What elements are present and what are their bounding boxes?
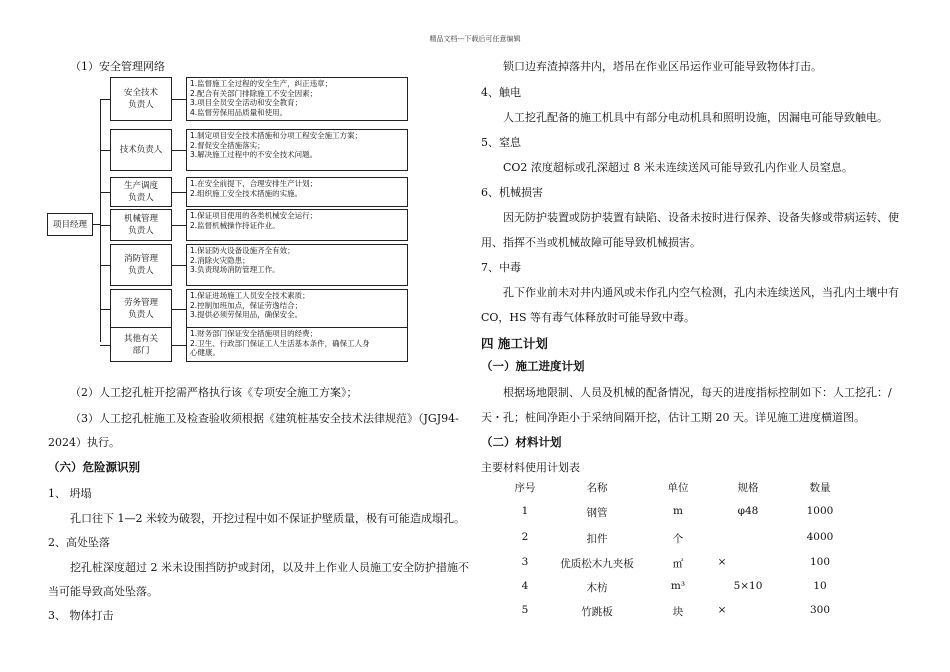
hazard-3-text: 锁口边弃渣掉落井内，塔吊在作业区吊运作业可能导致物体打击。 <box>503 60 822 73</box>
hazard-7-text-a: 孔下作业前未对井内通风或未作孔内空气检测，孔内未连续送风，当孔内土壤中有 <box>503 286 899 299</box>
table-cell: 4 <box>521 580 529 592</box>
table-cell: 4000 <box>806 531 834 543</box>
org-duty-box <box>186 177 408 207</box>
org-role-label: 负责人 <box>128 226 154 236</box>
table-cell: 2 <box>521 531 529 543</box>
hazard-6-text-b: 用、指挥不当或机械故障可能导致机械损害。 <box>481 236 701 249</box>
org-root-node <box>47 213 93 236</box>
org-branch-connector <box>100 150 110 151</box>
org-duty-line: 2.组织施工安全技术措施的实施。 <box>190 188 303 198</box>
paragraph-2: （2）人工挖孔桩开挖需严格执行该《专项安全施工方案》； <box>70 386 358 399</box>
hazard-2-text-b: 当可能导致高处坠落。 <box>48 585 158 598</box>
org-role-label: 负责人 <box>128 310 154 320</box>
hazard-6-text-a: 因无防护装置或防护装置有缺陷、设备未按时进行保养、设备失修或带病运转、使 <box>503 211 899 224</box>
org-duty-box <box>186 209 408 241</box>
hazard-7-title: 7、中毒 <box>481 261 521 274</box>
org-duty-connector <box>172 150 186 151</box>
org-duty-line: 3.解决施工过程中的不安全技术问题。 <box>190 150 318 159</box>
org-duty-line: 2.控制加班加点，保证劳逸结合； <box>190 300 303 310</box>
org-role-node <box>110 177 172 207</box>
table-cell: 钢管 <box>586 507 608 519</box>
org-duty-line: 1.监督施工全过程的安全生产，纠正违章； <box>190 79 333 88</box>
table-cell: 5 <box>521 604 529 616</box>
org-duty-box <box>186 244 408 286</box>
org-trunk-line <box>100 99 101 342</box>
table-header-cell: 单位 <box>667 482 689 494</box>
org-role-node <box>110 327 172 362</box>
org-role-label: 生产调度 <box>123 181 158 191</box>
org-role-node <box>110 129 172 171</box>
table-cell: m³ <box>670 580 686 592</box>
table-cell: 扣件 <box>586 533 608 545</box>
org-role-node <box>110 244 172 286</box>
org-role-node <box>110 289 172 329</box>
hazard-4-title: 4、触电 <box>481 86 521 99</box>
org-role-label: 负责人 <box>128 100 154 110</box>
org-root-label: 项目经理 <box>52 219 87 230</box>
org-role-label: 机械管理 <box>123 214 158 224</box>
table-cell: 10 <box>813 580 827 592</box>
org-role-label: 安全技术 <box>123 88 158 98</box>
org-duty-connector <box>172 192 186 193</box>
org-duty-line: 2.配合有关部门排除施工不安全因素； <box>190 88 318 98</box>
org-root-connector <box>93 224 100 225</box>
hazard-1-title: 1、 坍塌 <box>48 487 92 500</box>
subsection-heading-materials: （二）材料计划 <box>481 435 562 449</box>
table-cell: m <box>673 505 683 517</box>
hazard-5-text: CO2 浓度超标或孔深超过 8 米未连续送风可能导致孔内作业人员窒息。 <box>503 161 853 174</box>
table-header-cell: 序号 <box>514 482 536 494</box>
table-cell: 100 <box>809 556 831 568</box>
table-cell: 竹跳板 <box>581 606 613 618</box>
table-header-cell: 规格 <box>737 482 759 494</box>
table-cell: 木枋 <box>586 582 608 594</box>
table-cell: 1000 <box>806 505 834 517</box>
table-cell: 1 <box>521 505 529 517</box>
hazard-3-title: 3、 物体打击 <box>48 609 114 622</box>
subsection-heading-schedule: （一）施工进度计划 <box>481 359 585 373</box>
paragraph-network-title: （1）安全管理网络 <box>70 60 165 73</box>
org-duty-line: 1.在安全前提下，合理安排生产计划； <box>190 179 318 188</box>
org-duty-connector <box>172 309 186 310</box>
hazard-7-text-b: CO，HS 等有毒气体释放时可能导致中毒。 <box>481 311 696 324</box>
table-cell: 5×10 <box>733 580 763 592</box>
org-duty-connector <box>172 265 186 266</box>
org-duty-line: 2.消除火灾隐患； <box>190 255 250 265</box>
org-role-label: 技术负责人 <box>119 145 163 155</box>
org-role-node <box>110 209 172 241</box>
org-duty-line: 3.负责现场消防管理工作。 <box>190 265 280 274</box>
section-heading-plan: 四 施工计划 <box>481 336 548 351</box>
materials-table-caption: 主要材料使用计划表 <box>481 461 580 474</box>
org-duty-line: 1.财务部门保证安全措施项目的经费； <box>190 329 318 338</box>
org-duty-box <box>186 327 408 362</box>
org-duty-line: 1.保证项目使用的各类机械安全运行； <box>190 211 318 220</box>
schedule-text-b: 天・孔；桩间净距小于采纳间隔开挖，估计工期 20 天。详见施工进度横道图。 <box>481 411 865 424</box>
hazard-2-text-a: 挖孔桩深度超过 2 米未设围挡防护或封闭，以及井上作业人员施工安全防护措施不 <box>70 561 469 574</box>
org-role-label: 消防管理 <box>123 254 158 264</box>
org-role-label: 其他有关 <box>123 333 158 344</box>
org-duty-line: 1.保证进场施工人员安全技术素质； <box>190 291 310 300</box>
org-duty-line: 2.督促安全措施落实； <box>190 140 265 150</box>
org-duty-line: 2.监督机械操作持证作业。 <box>190 220 280 230</box>
org-duty-connector <box>172 225 186 226</box>
org-duty-line: 心健康。 <box>190 348 220 357</box>
hazard-4-text: 人工挖孔配备的施工机具中有部分电动机具和照明设施，因漏电可能导致触电。 <box>503 111 888 124</box>
table-cell: 300 <box>809 604 831 616</box>
table-cell: × <box>717 604 727 616</box>
org-branch-connector <box>100 192 110 193</box>
org-duty-box <box>186 77 408 121</box>
hazard-1-text: 孔口往下 1—2 米较为破裂，开挖过程中如不保证护壁质量，极有可能造成塌孔。 <box>70 512 465 525</box>
org-role-label: 部门 <box>132 345 150 356</box>
org-duty-line: 3.项目全员安全活动和安全教育； <box>190 98 303 107</box>
org-branch-connector <box>100 225 110 226</box>
org-duty-line: 1.制定项目安全技术措施和分项工程安全施工方案； <box>190 131 363 140</box>
hazard-5-title: 5、窒息 <box>481 136 521 149</box>
table-cell: 优质松木九夹板 <box>560 558 634 570</box>
org-duty-connector <box>172 345 186 346</box>
table-cell: × <box>717 556 727 568</box>
org-role-label: 负责人 <box>128 266 154 276</box>
table-header-cell: 名称 <box>586 482 608 494</box>
org-branch-connector <box>100 265 110 266</box>
org-duty-box <box>186 289 408 329</box>
page-header: 精品文档---下载后可任意编辑 <box>429 35 521 43</box>
org-duty-line: 3.提供必须劳保用品，确保安全。 <box>190 310 303 319</box>
table-cell: φ48 <box>737 505 759 517</box>
org-chart <box>0 0 475 380</box>
table-header-cell: 数量 <box>809 482 831 494</box>
schedule-text-a: 根据场地限制、人员及机械的配备情况，每天的进度指标控制如下：人工挖孔：/ <box>503 386 892 399</box>
org-duty-line: 2.卫生、行政部门保证工人生活基本条件，确保工人身 <box>190 338 370 348</box>
org-role-label: 负责人 <box>128 193 154 203</box>
org-duty-connector <box>172 99 186 100</box>
org-duty-line: 4.监督劳保用品质量和使用。 <box>190 107 288 117</box>
org-role-node <box>110 77 172 121</box>
org-branch-connector <box>100 345 110 346</box>
org-branch-connector <box>100 99 110 100</box>
table-cell: ㎡ <box>672 558 684 570</box>
section-heading-hazards: （六）危险源识别 <box>48 460 140 474</box>
org-branch-connector <box>100 309 110 310</box>
org-duty-line: 1.保证防火设备设施齐全有效； <box>190 246 295 255</box>
paragraph-3b: 2024）执行。 <box>48 436 120 449</box>
table-cell: 个 <box>672 533 684 545</box>
hazard-2-title: 2、高处坠落 <box>48 536 110 549</box>
hazard-6-title: 6、机械损害 <box>481 186 543 199</box>
table-cell: 块 <box>672 606 684 618</box>
table-cell: 3 <box>521 556 529 568</box>
org-duty-box <box>186 129 408 171</box>
paragraph-3a: （3）人工挖孔桩施工及检查验收须根据《建筑桩基安全技术法律规范》（JGJ94- <box>70 412 459 425</box>
org-role-label: 劳务管理 <box>123 298 158 308</box>
